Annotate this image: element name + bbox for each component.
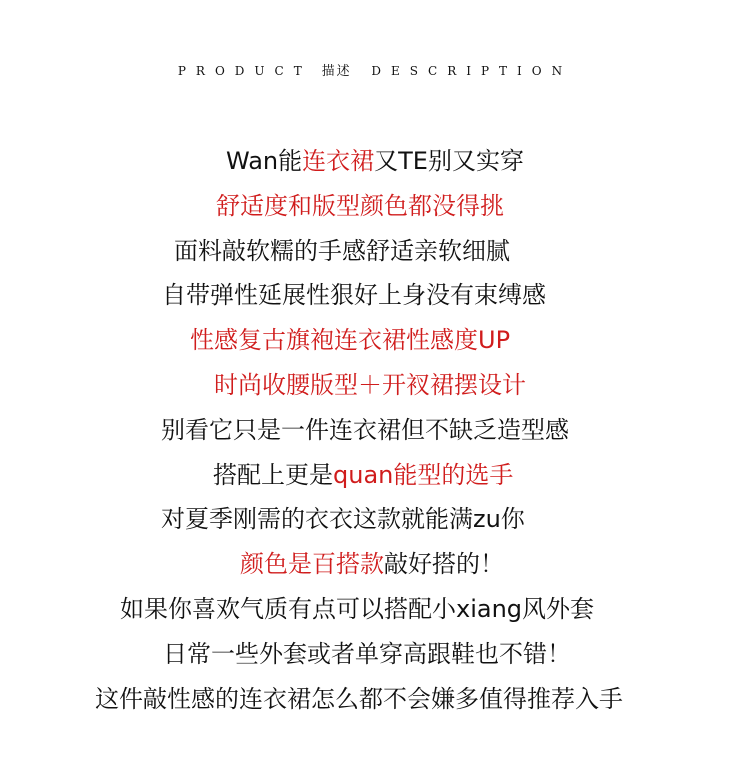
- description-line: [0, 587, 750, 632]
- line-segment: 这件敲性感的连衣裙怎么都不会嫌多值得推荐入手: [95, 684, 623, 713]
- line-segment: 日常一些外套或者单穿高跟鞋也不错！: [163, 639, 571, 668]
- line-segment-highlight: 时尚收腰版型＋开衩裙摆设计: [214, 370, 526, 399]
- description-line: [0, 229, 750, 274]
- header-description-cn: 描述: [321, 64, 352, 79]
- line-segment: 自带弹性延展性狠好上身没有束缚感: [162, 281, 546, 310]
- line-segment: 别看它只是一件连衣裙但不缺乏造型感: [161, 415, 569, 444]
- line-segment-highlight: 性感复古旗袍连衣裙性感度UP: [190, 326, 511, 355]
- line-segment: 面料敲软糯的手感舒适亲软细腻: [174, 236, 510, 265]
- line-segment-highlight: 舒适度和版型颜色都没得挑: [216, 191, 504, 220]
- description-line-highlight: [0, 318, 750, 363]
- line-segment: Wan能: [226, 147, 303, 175]
- description-lines: [0, 139, 750, 721]
- line-segment-highlight: quan能型的选手: [333, 460, 514, 489]
- description-line: [0, 453, 750, 498]
- description-line-highlight: [0, 184, 750, 229]
- description-line: [0, 677, 750, 722]
- description-line: [0, 273, 750, 318]
- line-segment: 敲好搭的！: [384, 550, 504, 579]
- line-segment: 如果你喜欢气质有点可以搭配小xiang风外套: [120, 594, 595, 623]
- line-segment: 搭配上更是: [213, 460, 333, 489]
- description-line-highlight: [0, 363, 750, 408]
- description-line: [0, 408, 750, 453]
- line-segment-highlight: 颜色是百搭款: [240, 550, 384, 579]
- description-line: [0, 632, 750, 677]
- description-line: [0, 139, 750, 184]
- description-line: [0, 542, 750, 587]
- line-segment: 又TE别又实穿: [374, 147, 524, 175]
- section-header: [0, 60, 750, 79]
- header-description-text: DESCRIPTION: [371, 64, 573, 78]
- line-segment-highlight: 连衣裙: [302, 147, 375, 175]
- description-line: [0, 497, 750, 542]
- header-product-text: PRODUCT: [177, 64, 312, 78]
- line-segment: 对夏季刚需的衣衣这款就能满zu你: [161, 505, 525, 534]
